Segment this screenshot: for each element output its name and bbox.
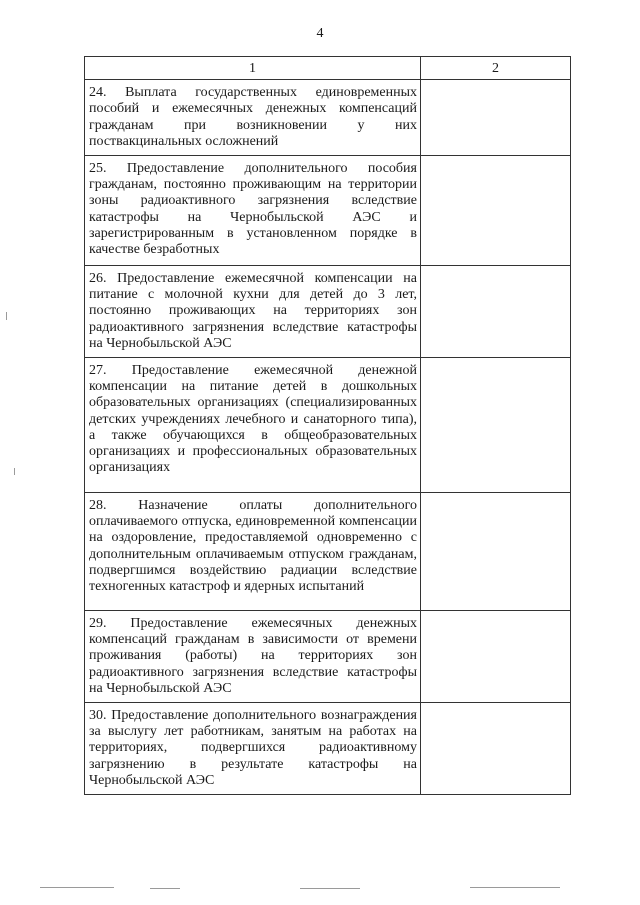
row-cell-2 — [421, 266, 571, 358]
row-text-29: 29. Предоставление ежемесячных денежных компенсаций гражданам в зависимости от времени проживания (работы) на территориях зон радиоактивного загрязнения вследствие катастрофы на Чернобыльской АЭС — [85, 611, 421, 703]
table-row — [85, 703, 571, 795]
row-text-27: 27. Предоставление ежемесячной денежной компенсации на питание детей в дошкольных образовательных организациях (специализированных детских учреждениях лечебного и санаторного типа), а также обучающихся в общеобразовательных организациях и профессиональных образовательных организациях — [85, 358, 421, 493]
scan-mark — [14, 468, 15, 475]
table-row — [85, 493, 571, 611]
scan-mark — [40, 887, 114, 888]
row-text-25: 25. Предоставление дополнительного пособия гражданам, постоянно проживающим на территории зоны радиоактивного загрязнения вследствие катастрофы на Чернобыльской АЭС и зарегистрированным в установленном порядке в качестве безработных — [85, 156, 421, 266]
column-header-2: 2 — [421, 57, 571, 80]
table-row — [85, 266, 571, 358]
table-header-row — [85, 57, 571, 80]
scan-mark — [6, 312, 7, 320]
scan-mark — [150, 888, 180, 889]
row-cell-2 — [421, 156, 571, 266]
table-row — [85, 156, 571, 266]
table-row — [85, 80, 571, 156]
row-text-30: 30. Предоставление дополнительного вознаграждения за выслугу лет работникам, занятым на работах на территориях, подвергшихся радиоактивному загрязнению в результате катастрофы на Чернобыльской АЭС — [85, 703, 421, 795]
row-cell-2 — [421, 703, 571, 795]
row-cell-2 — [421, 358, 571, 493]
scan-mark — [300, 888, 360, 889]
column-header-1: 1 — [85, 57, 421, 80]
page-number: 4 — [316, 26, 324, 41]
row-text-26: 26. Предоставление ежемесячной компенсации на питание с молочной кухни для детей до 3 лет, постоянно проживающих на территориях зон радиоактивного загрязнения вследствие катастрофы на Чернобыльской АЭС — [85, 266, 421, 358]
row-text-28: 28. Назначение оплаты дополнительного оплачиваемого отпуска, единовременной компенсации на оздоровление, предоставляемой одновременно с дополнительным оплачиваемым отпуском гражданам, подвергшимся воздействию радиации вследствие техногенных катастроф и ядерных испытаний — [85, 493, 421, 611]
row-cell-2 — [421, 611, 571, 703]
row-text-24: 24. Выплата государственных единовременных пособий и ежемесячных денежных компенсаций гражданам при возникновении у них поствакцинальных осложнений — [85, 80, 421, 156]
row-cell-2 — [421, 80, 571, 156]
table-row — [85, 611, 571, 703]
services-table — [84, 56, 571, 795]
row-cell-2 — [421, 493, 571, 611]
scan-mark — [470, 887, 560, 888]
table-row — [85, 358, 571, 493]
